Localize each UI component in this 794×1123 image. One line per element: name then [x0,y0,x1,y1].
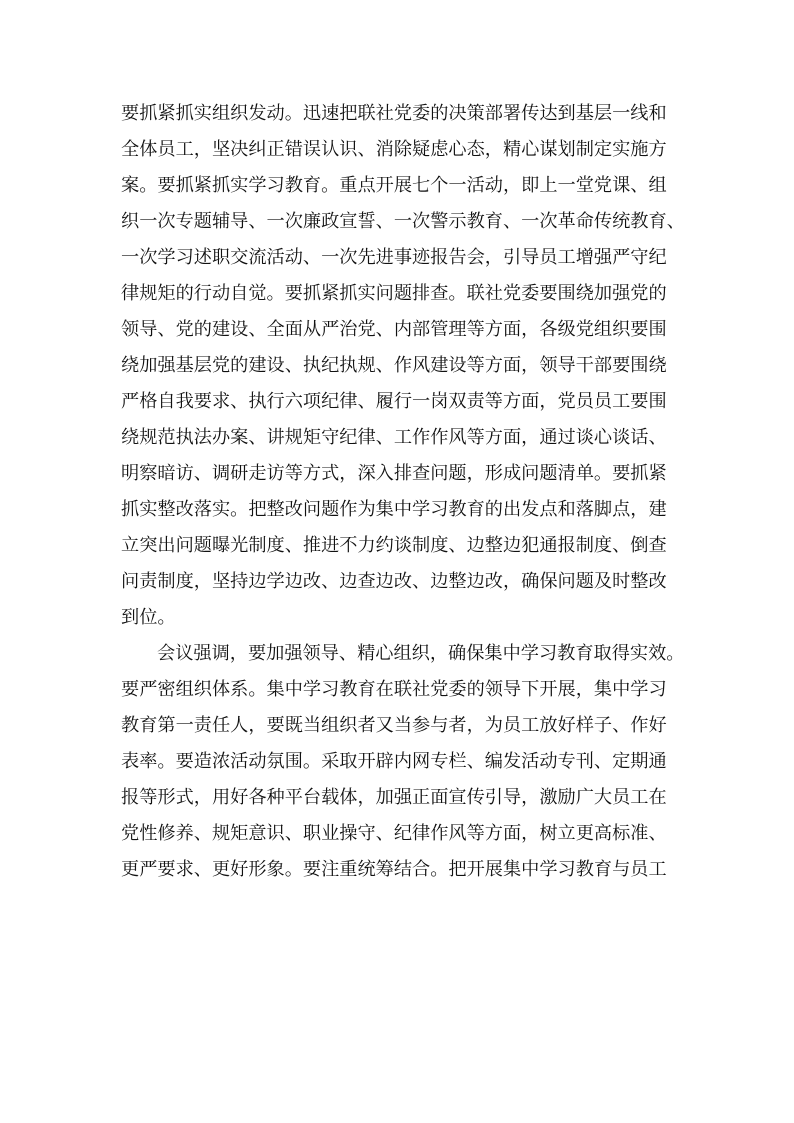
text-line: 领导、党的建设、全面从严治党、内部管理等方面，各级党组织要围 [121,319,667,340]
text-line: 教育第一责任人，要既当组织者又当参与者，为员工放好样子、作好 [121,715,667,736]
text-line: 表率。要造浓活动氛围。采取开辟内网专栏、编发活动专刊、定期通 [121,751,667,772]
text-line: 更严要求、更好形象。要注重统筹结合。把开展集中学习教育与员工 [121,859,667,880]
text-line: 到位。 [121,607,176,628]
text-line: 严格自我要求、执行六项纪律、履行一岗双责等方面，党员员工要围 [121,391,667,412]
text-line: 立突出问题曝光制度、推进不力约谈制度、边整边犯通报制度、倒查 [121,535,667,556]
text-line: 问责制度，坚持边学边改、边查边改、边整边改，确保问题及时整改 [121,571,667,592]
text-line: 要严密组织体系。集中学习教育在联社党委的领导下开展，集中学习 [121,679,667,700]
text-line: 律规矩的行动自觉。要抓紧抓实问题排查。联社党委要围绕加强党的 [121,283,667,304]
text-line: 明察暗访、调研走访等方式，深入排查问题，形成问题清单。要抓紧 [121,463,667,484]
text-line: 案。要抓紧抓实学习教育。重点开展七个一活动，即上一堂党课、组 [121,175,667,196]
text-line: 报等形式，用好各种平台载体，加强正面宣传引导，激励广大员工在 [121,787,667,808]
text-line: 要抓紧抓实组织发动。迅速把联社党委的决策部署传达到基层一线和 [121,103,667,124]
text-line: 织一次专题辅导、一次廉政宣誓、一次警示教育、一次革命传统教育、 [121,211,685,232]
text-line: 抓实整改落实。把整改问题作为集中学习教育的出发点和落脚点，建 [121,499,667,520]
text-line: 绕规范执法办案、讲规矩守纪律、工作作风等方面，通过谈心谈话、 [121,427,667,448]
text-line: 一次学习述职交流活动、一次先进事迹报告会，引导员工增强严守纪 [121,247,667,268]
paragraph-first-line: 会议强调，要加强领导、精心组织，确保集中学习教育取得实效。 [157,643,685,664]
text-line: 党性修养、规矩意识、职业操守、纪律作风等方面，树立更高标准、 [121,823,667,844]
text-line: 全体员工，坚决纠正错误认识、消除疑虑心态，精心谋划制定实施方 [121,139,667,160]
text-line: 绕加强基层党的建设、执纪执规、作风建设等方面，领导干部要围绕 [121,355,667,376]
